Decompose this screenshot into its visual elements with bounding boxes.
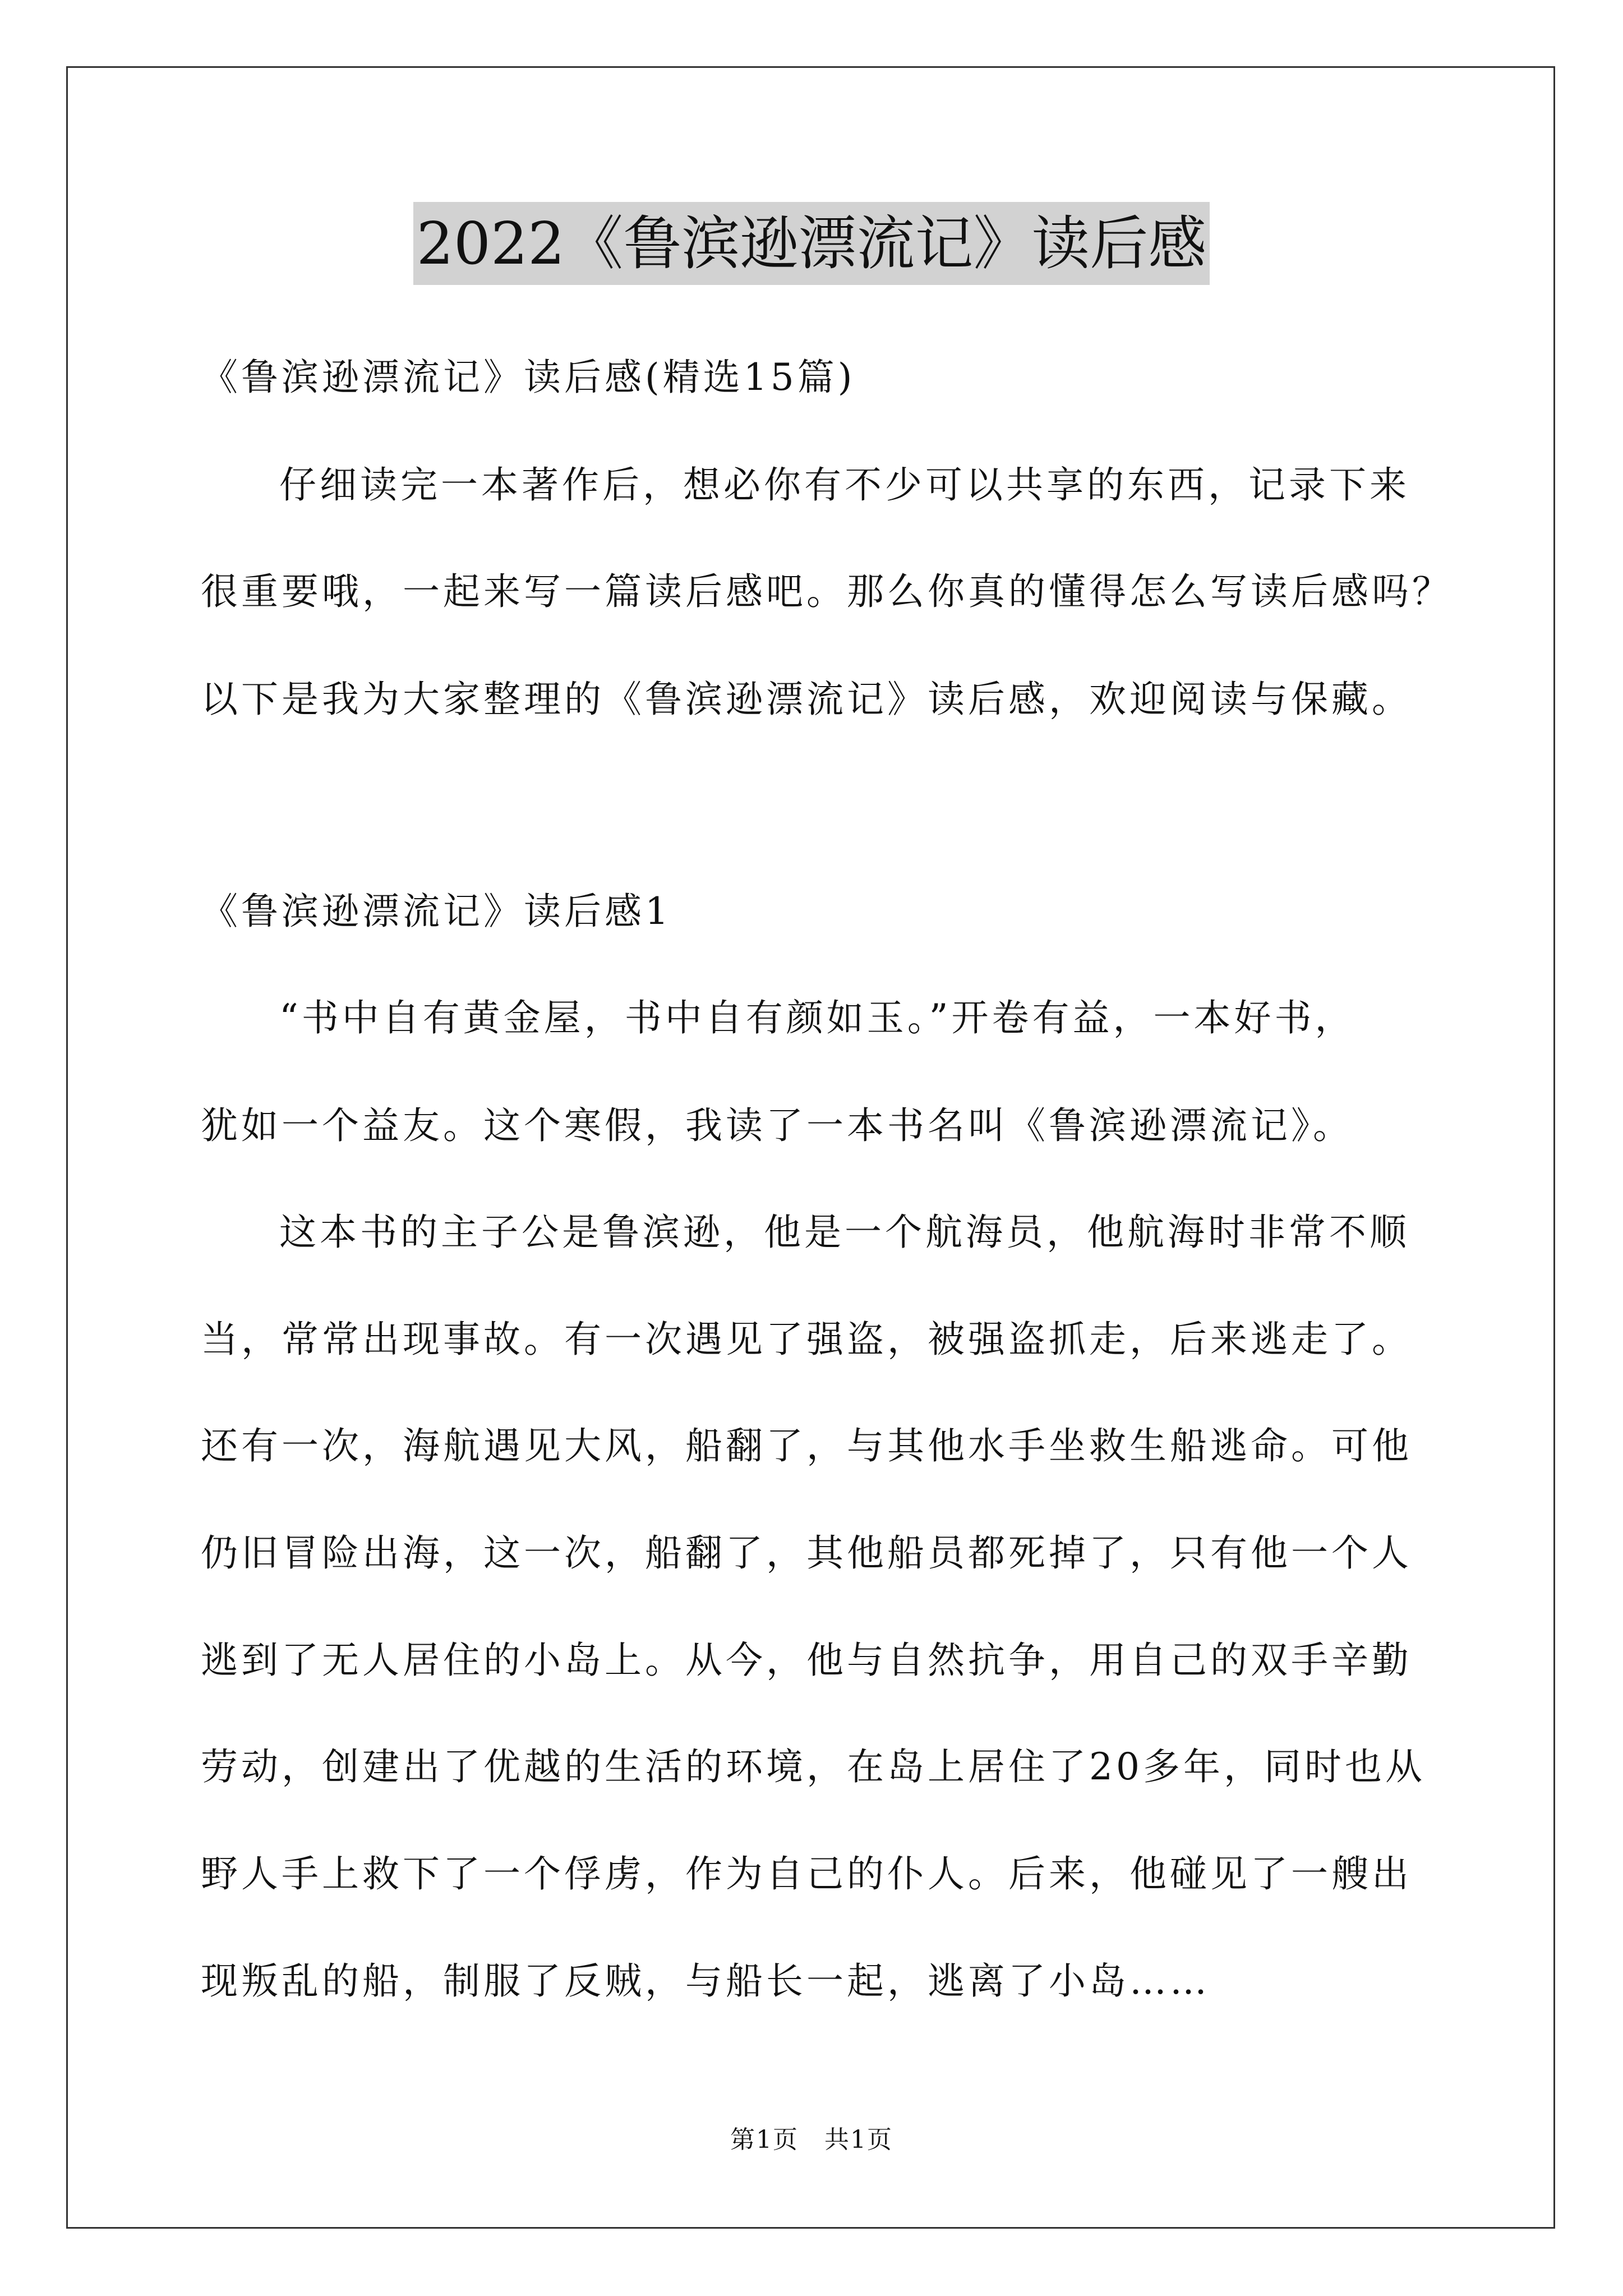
paragraph-line: 仍旧冒险出海，这一次，船翻了，其他船员都死掉了，只有他一个人 bbox=[201, 1531, 1412, 1575]
intro-line: 以下是我为大家整理的《鲁滨逊漂流记》读后感，欢迎阅读与保藏。 bbox=[201, 678, 1412, 721]
paragraph-line: 当，常常出现事故。有一次遇见了强盗，被强盗抓走，后来逃走了。 bbox=[201, 1318, 1412, 1361]
paragraph-line: 还有一次，海航遇见大风，船翻了，与其他水手坐救生船逃命。可他 bbox=[201, 1424, 1412, 1467]
page-footer: 第1页 共1页 bbox=[730, 2125, 893, 2154]
title-block bbox=[0, 202, 1623, 285]
paragraph-line: “书中自有黄金屋，书中自有颜如玉。”开卷有益，一本好书， bbox=[279, 996, 1355, 1039]
paragraph-line: 逃到了无人居住的小岛上。从今，他与自然抗争，用自己的双手辛勤 bbox=[201, 1639, 1412, 1682]
document-title: 2022《鲁滨逊漂流记》读后感 bbox=[413, 202, 1210, 285]
paragraph-line: 野人手上救下了一个俘虏，作为自己的仆人。后来，他碰见了一艘出 bbox=[201, 1852, 1412, 1895]
paragraph-line: 犹如一个益友。这个寒假，我读了一本书名叫《鲁滨逊漂流记》。 bbox=[201, 1104, 1353, 1147]
subtitle: 《鲁滨逊漂流记》读后感(精选15篇) bbox=[201, 356, 856, 399]
intro-line: 很重要哦，一起来写一篇读后感吧。那么你真的懂得怎么写读后感吗？ bbox=[201, 570, 1453, 613]
intro-line: 仔细读完一本著作后，想必你有不少可以共享的东西，记录下来 bbox=[279, 463, 1410, 507]
section-heading: 《鲁滨逊漂流记》读后感1 bbox=[201, 890, 672, 933]
paragraph-line: 劳动，创建出了优越的生活的环境，在岛上居住了20多年，同时也从 bbox=[201, 1745, 1426, 1788]
paragraph-line: 这本书的主子公是鲁滨逊，他是一个航海员，他航海时非常不顺 bbox=[279, 1211, 1410, 1254]
paragraph-line: 现叛乱的船，制服了反贼，与船长一起，逃离了小岛…… bbox=[201, 1959, 1210, 2003]
